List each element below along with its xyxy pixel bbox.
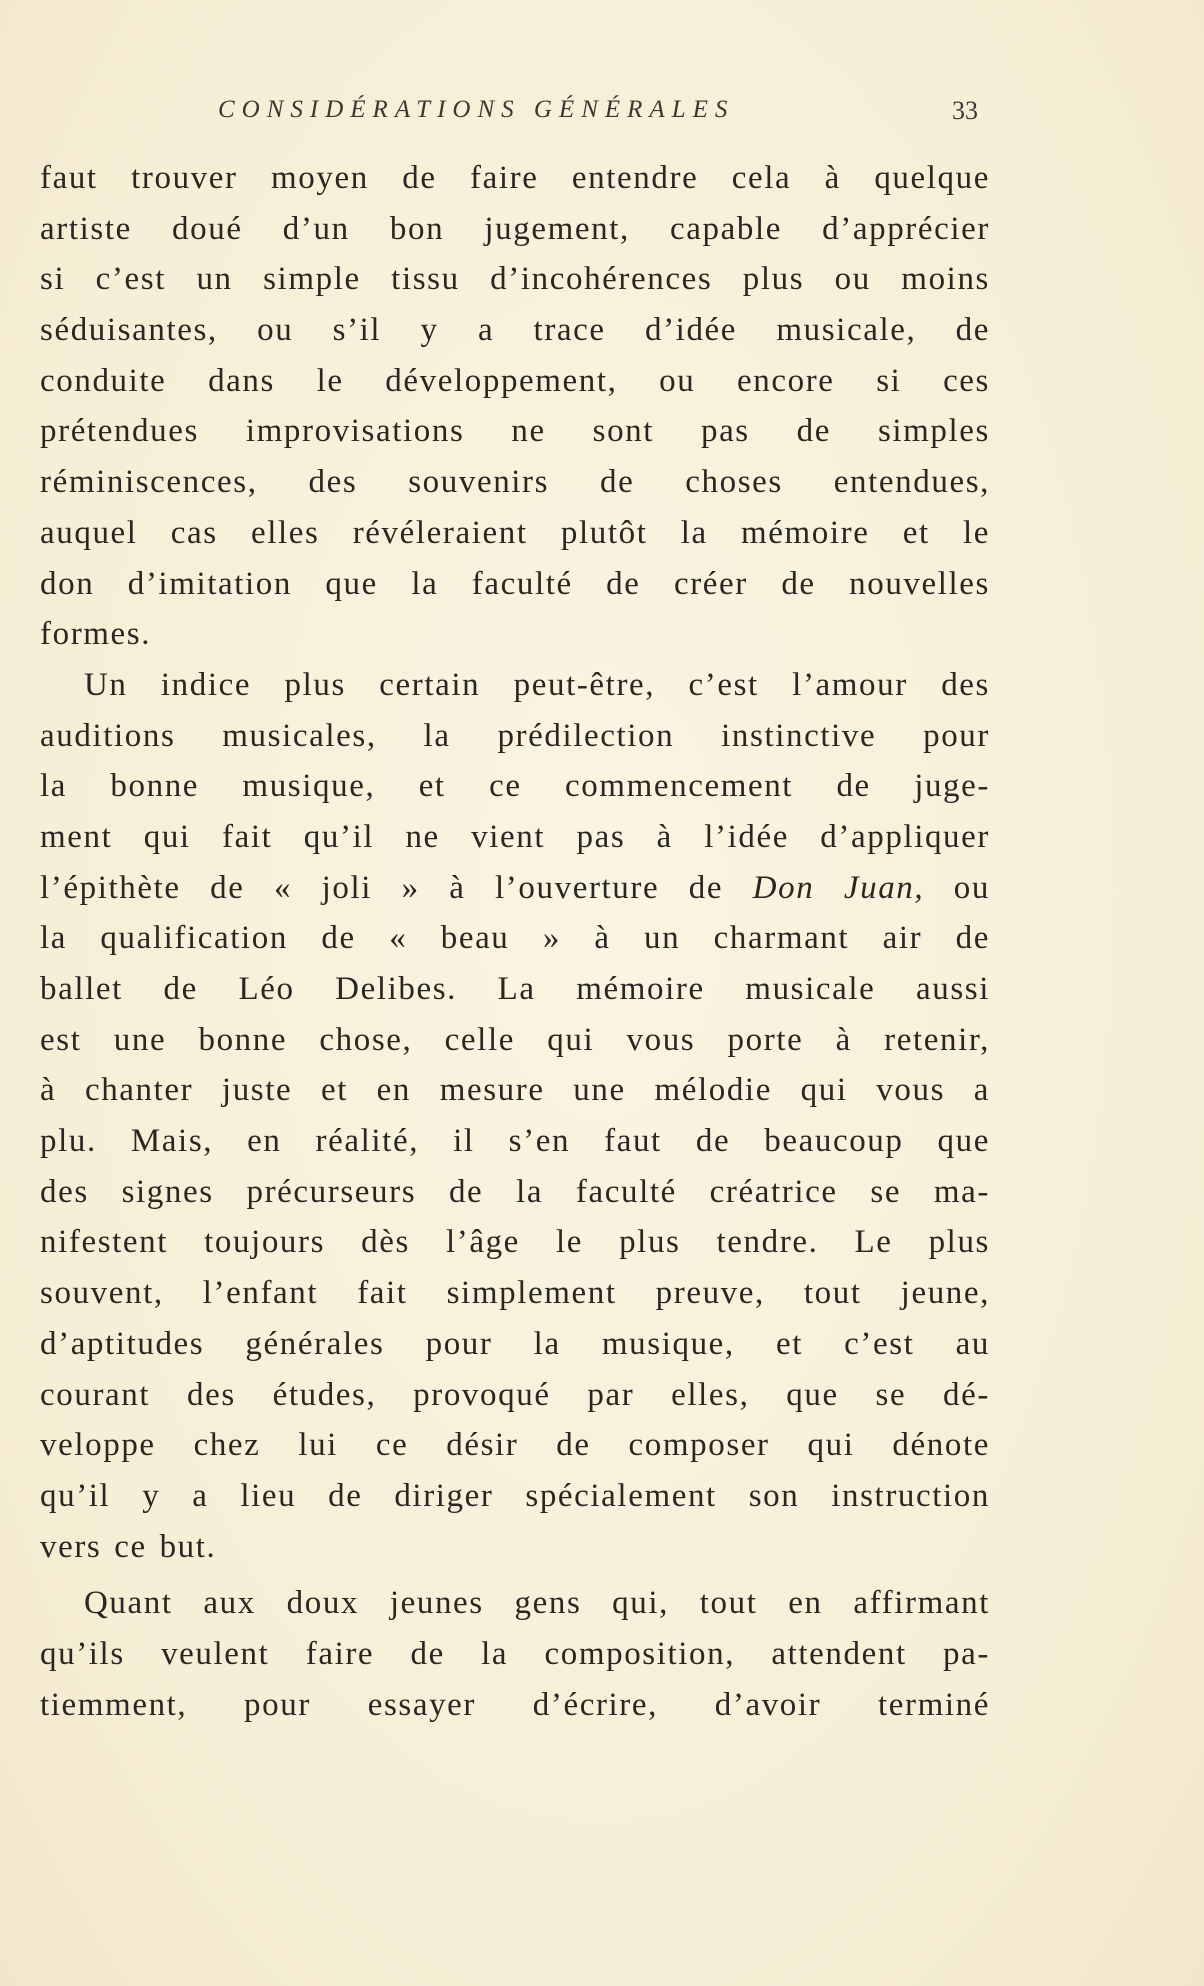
text-line: la qualification de « beau » à un charmant air de — [40, 920, 990, 957]
line-text-end: ou — [924, 869, 990, 906]
text-line: nifestent toujours dès l’âge le plus tendre. Le plus — [40, 1224, 990, 1261]
running-head — [218, 96, 978, 136]
text-line: courant des études, provoqué par elles, que se dé- — [40, 1376, 990, 1413]
text-line: formes. — [40, 616, 152, 653]
text-line: ballet de Léo Delibes. La mémoire musicale aussi — [40, 971, 990, 1007]
text-line: ment qui fait qu’il ne vient pas à l’idée d’appliquer — [40, 818, 990, 855]
text-line: la bonne musique, et ce commencement de juge- — [40, 768, 990, 805]
text-line: prétendues improvisations ne sont pas de simples — [40, 413, 990, 450]
text-line: à chanter juste et en mesure une mélodie qui vous a — [40, 1072, 990, 1109]
text-line: séduisantes, ou s’il y a trace d’idée musicale, de — [40, 312, 990, 349]
text-line: est une bonne chose, celle qui vous porte à retenir, — [40, 1021, 990, 1058]
text-line: faut trouver moyen de faire entendre cela à quelque — [40, 160, 990, 196]
text-line: don d’imitation que la faculté de créer de nouvelles — [40, 565, 990, 602]
line-text: l’épithète de « joli » à l’ouverture de — [40, 869, 753, 906]
text-line: Un indice plus certain peut-être, c’est l’amour des — [84, 666, 990, 703]
paragraph-2 — [40, 660, 990, 1572]
text-line-with-italic — [40, 863, 990, 914]
text-line: plu. Mais, en réalité, il s’en faut de beaucoup que — [40, 1123, 990, 1160]
text-line: réminiscences, des souvenirs de choses entendues, — [40, 464, 990, 501]
text-line: si c’est un simple tissu d’incohérences plus ou moins — [40, 261, 990, 298]
text-line: auditions musicales, la prédilection instinctive pour — [40, 717, 990, 754]
text-line: auquel cas elles révéleraient plutôt la mémoire et le — [40, 514, 990, 551]
text-line: des signes précurseurs de la faculté créatrice se ma- — [40, 1173, 990, 1210]
body-text — [40, 153, 990, 1730]
text-line: d’aptitudes générales pour la musique, et c’est au — [40, 1325, 990, 1362]
text-line: conduite dans le développement, ou encore si ces — [40, 362, 990, 399]
text-line: souvent, l’enfant fait simplement preuve, tout jeune, — [40, 1275, 990, 1312]
text-line: tiemment, pour essayer d’écrire, d’avoir terminé — [40, 1686, 990, 1723]
text-line: qu’ils veulent faire de la composition, attendent pa- — [40, 1635, 990, 1672]
page-number: 33 — [952, 96, 978, 125]
running-title: CONSIDÉRATIONS GÉNÉRALES — [218, 96, 735, 123]
text-line: qu’il y a lieu de diriger spécialement son instruction — [40, 1477, 990, 1514]
text-line: veloppe chez lui ce désir de composer qui dénote — [40, 1427, 990, 1464]
text-line: vers ce but. — [40, 1528, 217, 1565]
text-line: Quant aux doux jeunes gens qui, tout en affirmant — [84, 1585, 990, 1622]
paragraph-3 — [40, 1578, 990, 1730]
paragraph-1 — [40, 153, 990, 660]
italic-work-title: Don Juan, — [752, 869, 925, 906]
text-line: artiste doué d’un bon jugement, capable d’apprécier — [40, 210, 990, 247]
